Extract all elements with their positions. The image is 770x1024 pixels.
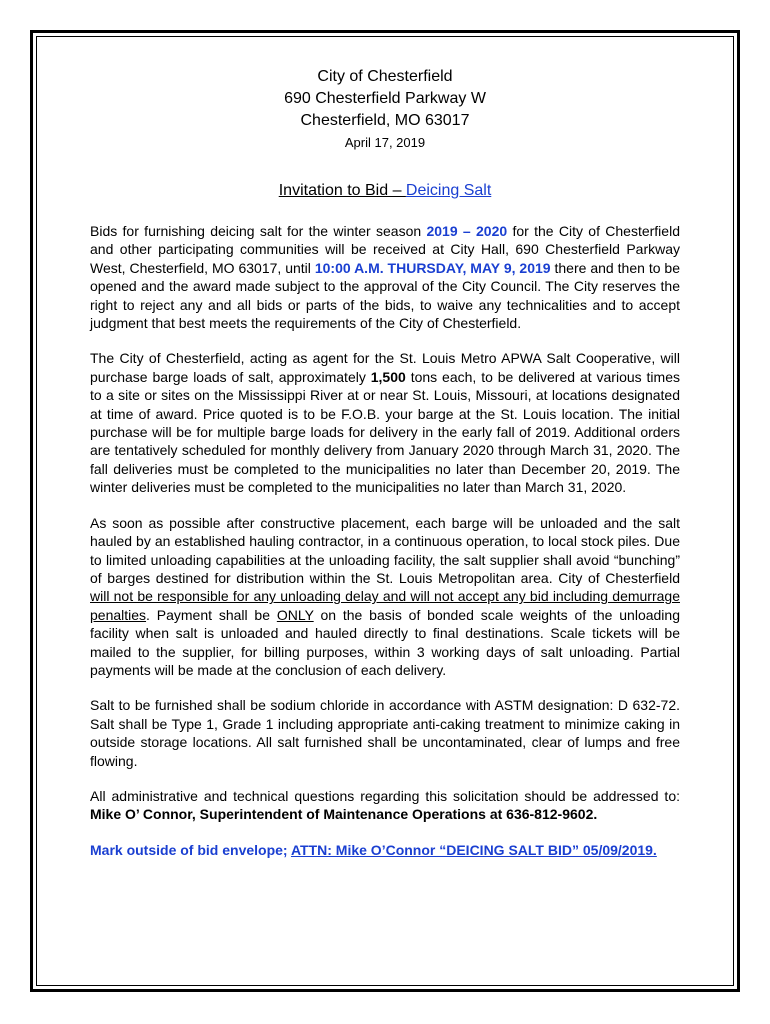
paragraph-purchase-terms bbox=[90, 349, 680, 496]
paragraph-contact bbox=[90, 787, 680, 824]
para3-text-2: . Payment shall be bbox=[146, 606, 277, 623]
liability-clause: will not be responsible for any unloading delay and will not accept any bid including demurrage penalties bbox=[90, 588, 680, 623]
para2-text-2: tons each, to be delivered at various times to a site or sites on the Mississippi River at or near St. Louis, Missouri, at locations designated at time of award. Price quoted is to be F.O.B. your barge at the St. Louis location. The initial purchase will be for multiple barge loads for delivery in the early fall of 2019. Additional orders are tentatively scheduled for monthly delivery from January 2020 through March 31, 2020. The fall deliveries must be completed to the municipalities no later than December 20, 2019. The winter deliveries must be completed to the municipalities no later than March 31, 2020. bbox=[90, 368, 680, 496]
contact-person: Mike O’ Connor, Superintendent of Maintenance Operations at 636-812-9602. bbox=[90, 806, 598, 823]
attn-line: ATTN: Mike O’Connor “DEICING SALT BID” 05/09/2019. bbox=[290, 841, 657, 858]
para1-text-3: there and then to be opened and the award made subject to the approval of the City Council. The City reserves the right to reject any and all bids or parts of the bids, to waive any technicalities and to accept judgment that best meets the requirements of the City of Chesterfield. bbox=[90, 259, 681, 332]
para1-text-2: for the City of Chesterfield and other participating communities will be received at City Hall, 690 Chesterfield Parkway West, Chesterfield, MO 63017, until bbox=[90, 223, 680, 276]
document-body bbox=[90, 66, 680, 859]
city-name: City of Chesterfield bbox=[317, 68, 453, 85]
para6-text-1: Mark outside of bid envelope; bbox=[90, 841, 291, 858]
para4-text: Salt to be furnished shall be sodium chloride in accordance with ASTM designation: D 632-72. Salt shall be Type 1, Grade 1 including appropriate anti-caking treatment to minimize caking in outside storage locations. All salt furnished shall be uncontaminated, clear of lumps and free flowing. bbox=[90, 697, 680, 769]
tons-quantity: 1,500 bbox=[370, 368, 406, 385]
para3-text-3: on the basis of bonded scale weights of the unloading facility when salt is unloaded and hauled directly to final destinations. Scale tickets will be mailed to the supplier, for billing purposes, within 3 working days of salt unloading. Partial payments will be made at the conclusion of each delivery. bbox=[90, 606, 680, 678]
only-emphasis: ONLY bbox=[276, 606, 314, 623]
document-date: April 17, 2019 bbox=[344, 135, 426, 150]
letterhead bbox=[90, 66, 680, 132]
para2-text-1: The City of Chesterfield, acting as agent for the St. Louis Metro APWA Salt Cooperative, will purchase barge loads of salt, approximately bbox=[90, 350, 680, 385]
paragraph-envelope-instructions bbox=[90, 841, 680, 859]
paragraph-specification bbox=[90, 696, 680, 770]
winter-season: 2019 – 2020 bbox=[426, 223, 508, 239]
street-address: 690 Chesterfield Parkway W bbox=[284, 90, 486, 107]
paragraph-unloading bbox=[90, 514, 680, 680]
bid-deadline: 10:00 A.M. THURSDAY, MAY 9, 2019 bbox=[314, 259, 551, 276]
city-state-zip: Chesterfield, MO 63017 bbox=[300, 112, 470, 129]
paragraph-bid-intro bbox=[90, 222, 680, 332]
para3-text-1: As soon as possible after constructive placement, each barge will be unloaded and the salt hauled by an established hauling contractor, in a continuous operation, to local stock piles. Due to limited unloading capabilities at the unloading facility, the salt supplier shall avoid “bunching” of barges destined for distribution within the St. Louis Metropolitan area. City of Chesterfield bbox=[90, 514, 680, 586]
para1-text-1: Bids for furnishing deicing salt for the winter season bbox=[90, 223, 427, 239]
title-subject: Deicing Salt bbox=[405, 182, 492, 199]
document-title bbox=[90, 180, 680, 202]
para5-text-1: All administrative and technical questions regarding this solicitation should be addressed to: bbox=[90, 787, 680, 804]
title-prefix: Invitation to Bid – bbox=[278, 182, 406, 199]
